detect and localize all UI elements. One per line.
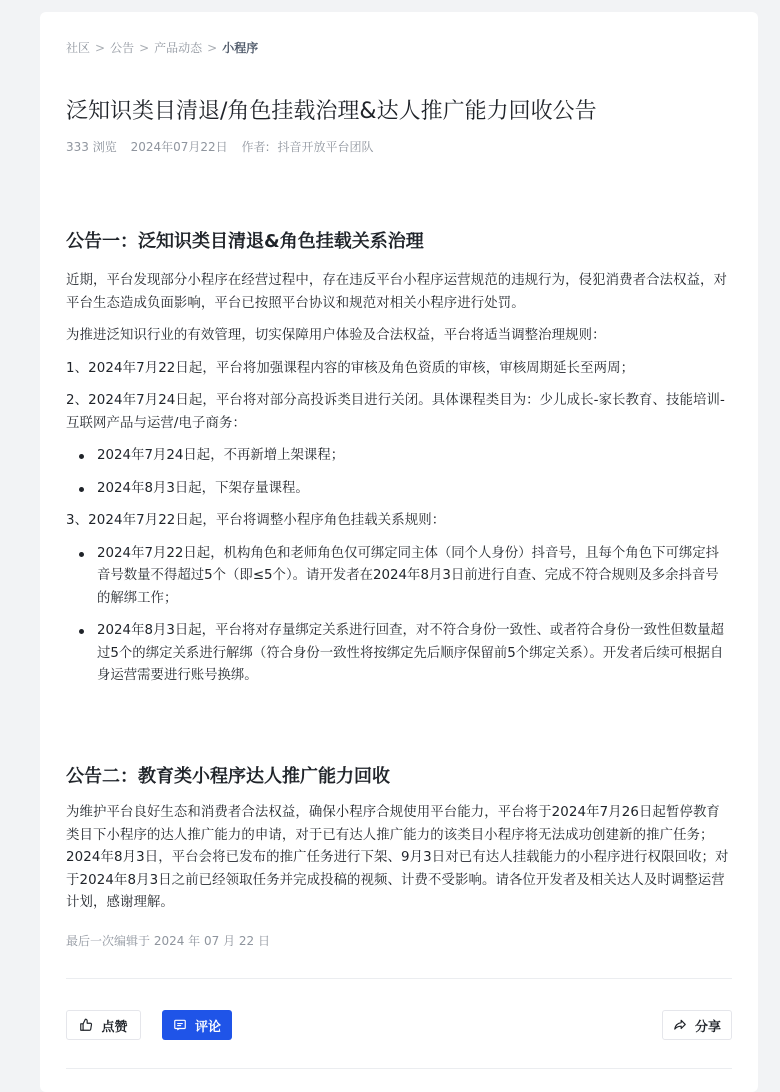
view-count: 333 浏览 (66, 140, 117, 154)
breadcrumb-separator: > (207, 41, 218, 55)
section2-title: 公告二：教育类小程序达人推广能力回收 (66, 766, 390, 787)
bullet-list (66, 445, 732, 500)
breadcrumb-separator: > (95, 41, 106, 55)
divider (66, 978, 732, 979)
article-card (40, 12, 758, 1092)
breadcrumb-product-news[interactable]: 产品动态 (154, 41, 203, 55)
list-item: 2024年8月3日起，下架存量课程。 (76, 478, 732, 501)
share-button[interactable] (662, 1010, 732, 1040)
breadcrumb-separator: > (139, 41, 150, 55)
author-name: 抖音开放平台团队 (277, 140, 374, 154)
page-title: 泛知识类目清退/角色挂载治理&达人推广能力回收公告 (66, 99, 597, 124)
paragraph: 3、2024年7月22日起，平台将调整小程序角色挂载关系规则： (66, 513, 446, 528)
section1-title: 公告一：泛知识类目清退&角色挂载关系治理 (66, 231, 424, 252)
author-label: 作者: (241, 140, 270, 154)
paragraph: 1、2024年7月22日起，平台将加强课程内容的审核及角色资质的审核，审核周期延长至两周； (66, 360, 635, 376)
paragraph: 近期，平台发现部分小程序在经营过程中，存在违反平台小程序运营规范的违规行为，侵犯消费者合法权益，对平台生态造成负面影响，平台已按照平台协议和规范对相关小程序进行处罚。 (66, 273, 728, 311)
last-edited: 最后一次编辑于 2024 年 07 月 22 日 (66, 934, 270, 948)
breadcrumb-current: 小程序 (222, 41, 259, 55)
thumbs-up-icon (79, 1018, 93, 1032)
section1-body (66, 270, 732, 698)
breadcrumb-announcements[interactable]: 公告 (110, 41, 135, 55)
share-icon (673, 1018, 687, 1032)
like-label: 点赞 (101, 1019, 128, 1035)
share-label: 分享 (694, 1019, 721, 1035)
paragraph: 2、2024年7月24日起，平台将对部分高投诉类目进行关闭。具体课程类目为：少儿成长-家长教育、技能培训-互联网产品与运营/电子商务： (66, 393, 725, 431)
comment-icon (173, 1018, 187, 1032)
action-bar (66, 1010, 732, 1042)
list-item: 2024年7月24日起，不再新增上架课程； (76, 445, 732, 468)
bullet-list (66, 543, 732, 688)
paragraph: 为维护平台良好生态和消费者合法权益，确保小程序合规使用平台能力，平台将于2024年7月26日起暂停教育类目下小程序的达人推广能力的申请，对于已有达人推广能力的该类目小程序将无法成功创建新的推广任务；2024年8月3日，平台会将已发布的推广任务进行下架、9月3日对已有达人挂载能力的小程序进行权限回收；对于2024年8月3日之前已经领取任务并完成投稿的视频、计费不受影响。请各位开发者及相关达人及时调整运营计划，感谢理解。 (66, 805, 729, 910)
paragraph: 为推进泛知识行业的有效管理，切实保障用户体验及合法权益，平台将适当调整治理规则： (66, 328, 606, 343)
divider (66, 1068, 732, 1069)
comment-label: 评论 (194, 1019, 221, 1035)
breadcrumb (66, 39, 258, 56)
breadcrumb-community[interactable]: 社区 (66, 41, 91, 55)
like-button[interactable] (66, 1010, 141, 1040)
list-item: 2024年8月3日起，平台将对存量绑定关系进行回查，对不符合身份一致性、或者符合身份一致性但数量超过5个的绑定关系进行解绑（符合身份一致性将按绑定先后顺序保留前5个绑定关系）。开发者后续可根据自身运营需要进行账号换绑。 (76, 620, 732, 688)
article-meta (66, 138, 384, 155)
publish-date: 2024年07月22日 (130, 140, 228, 154)
list-item: 2024年7月22日起，机构角色和老师角色仅可绑定同主体（同个人身份）抖音号，且每个角色下可绑定抖音号数量不得超过5个（即≤5个）。请开发者在2024年8月3日前进行自查、完成不符合规则及多余抖音号的解绑工作； (76, 543, 732, 611)
comment-button[interactable] (162, 1010, 232, 1040)
section2-body (66, 802, 732, 925)
